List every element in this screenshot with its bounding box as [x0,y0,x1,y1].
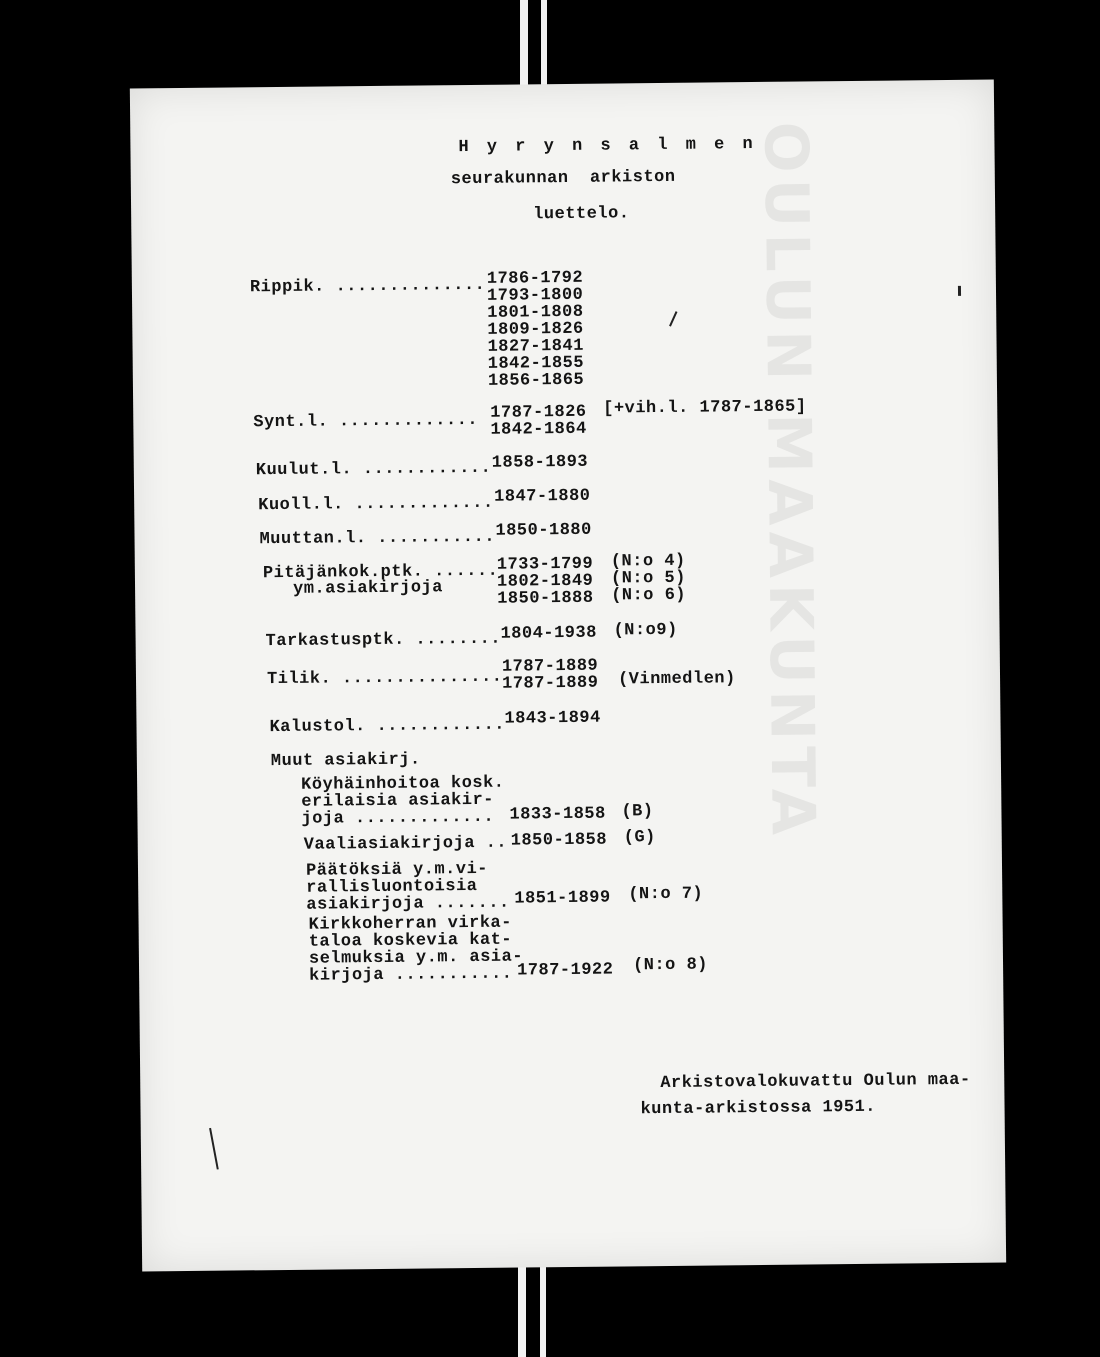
section-heading-other: Muut asiakirj. [270,750,421,772]
entry-note: (Vinmedlen) [617,669,736,690]
other-item-years: 1850-1858 [510,830,608,851]
entry-label: Synt.l. ............. [253,410,479,433]
other-item-line: Köyhäinhoitoa kosk. [301,773,505,795]
entry-years: 1850-1888 [497,588,594,609]
document-subtitle-2: luettelo. [533,204,630,225]
entry-note: [+vih.l. 1787-1865] [603,397,807,419]
entry-years: 1787-1889 [501,673,599,694]
entry-years: 1858-1893 [491,452,589,473]
archive-note-line-2: kunta-arkistossa 1951. [640,1097,877,1120]
entry-years: 1842-1855 [487,353,585,374]
other-item-years: 1833-1858 [509,804,606,825]
other-item-note: (N:o 8) [632,955,709,976]
document-subtitle: seurakunnan arkiston [450,167,676,190]
entry-label: Kalustol. ............ [269,715,506,738]
entry-label-continued: ym.asiakirjoja [292,578,444,599]
entry-years: 1850-1880 [495,520,592,541]
document-title: H y r y n s a l m e n [458,134,757,158]
entry-years: 1847-1880 [494,486,591,507]
entry-label: Kuulut.l. ............ [255,458,492,481]
other-item-years: 1851-1899 [514,888,611,909]
other-item-line: Vaaliasiakirjoja .. [303,833,508,855]
other-item-note: (G) [623,828,656,848]
entry-years: 1856-1865 [487,370,585,391]
entry-years: 1804-1938 [500,623,597,644]
entry-note: (N:o 4) [610,551,686,572]
entry-years: 1801-1808 [487,302,584,323]
other-item-line: Kirkkoherran virka- [308,913,513,935]
entry-years: 1787-1826 [490,402,587,423]
other-item-line: selmuksia y.m. asia- [308,947,524,969]
entry-label: Pitäjänkok.ptk. ...... [262,561,499,584]
entry-label: Muuttan.l. ........... [259,527,496,550]
other-item-line: Päätöksiä y.m.vi- [305,859,489,881]
archive-watermark: OULUN MAAKUNTA [750,121,828,842]
entry-years: 1802-1849 [496,571,594,592]
entry-years: 1786-1792 [486,268,584,289]
entry-label: Kuoll.l. ............. [258,493,494,516]
entry-note: (N:o 5) [610,568,687,589]
entry-years: 1787-1889 [501,656,599,677]
entry-years: 1842-1864 [490,419,587,440]
other-item-years: 1787-1922 [516,960,614,981]
scan-artifact-mark [958,286,961,296]
other-item-note: (B) [621,802,654,822]
archive-note-line-1: Arkistovalokuvattu Oulun maa- [660,1070,971,1094]
other-item-note: (N:o 7) [628,884,704,905]
document-page [130,80,1006,1272]
entry-years: 1843-1894 [504,708,601,729]
other-item-line: kirjoja ........... [309,964,513,986]
entry-years: 1809-1826 [487,319,584,340]
scan-artifact-mark [209,1128,219,1170]
entry-years: 1827-1841 [487,336,584,357]
entry-note: (N:o 6) [611,585,687,606]
entry-years: 1793-1800 [486,285,584,306]
scan-artifact-mark [669,311,677,326]
other-item-line: joja ............. [301,807,495,829]
entry-label: Rippik. .............. [249,275,486,298]
other-item-line: rallisluontoisia [306,876,478,898]
entry-years: 1733-1799 [496,554,594,575]
other-item-line: asiakirjoja ....... [306,893,510,915]
other-item-line: taloa koskevia kat- [308,930,513,952]
entry-label: Tarkastusptk. ........ [265,629,502,652]
other-item-line: erilaisia asiakir- [301,790,495,812]
entry-note: (N:o9) [613,620,678,641]
entry-label: Tilik. ............... [266,667,503,690]
